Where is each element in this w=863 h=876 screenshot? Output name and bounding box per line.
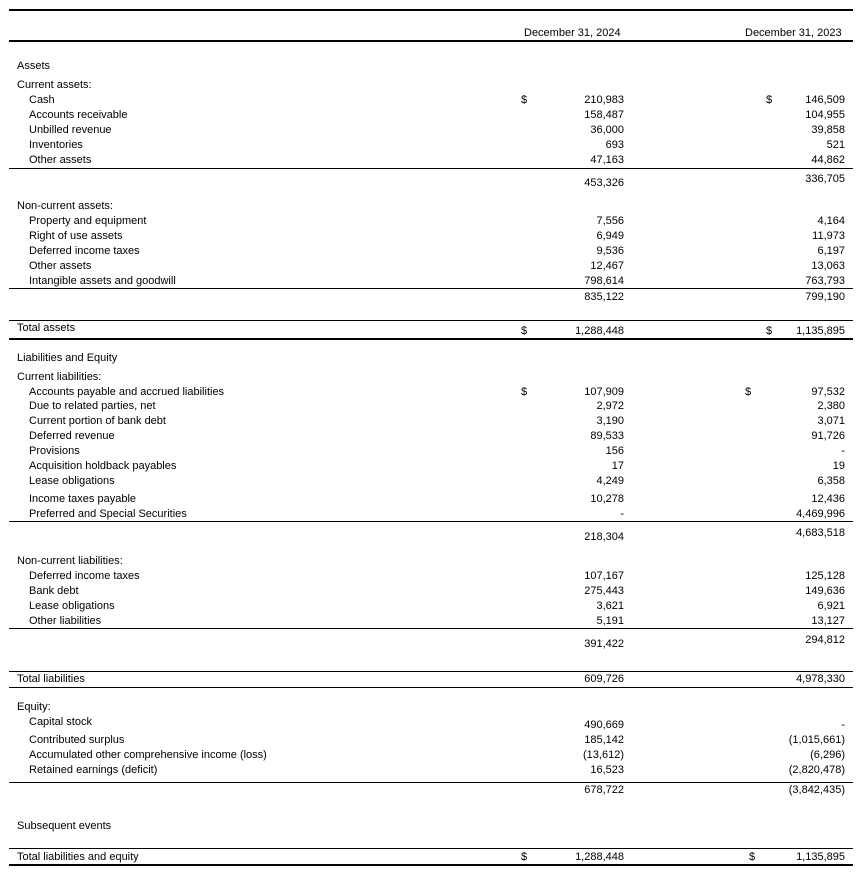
value-2023: 3,071 xyxy=(817,415,845,427)
noncurrent-assets-label: Non-current assets: xyxy=(17,200,113,212)
double-rule xyxy=(9,864,853,866)
row-label: Lease obligations xyxy=(29,600,115,612)
value-2023: 146,509 xyxy=(805,94,845,106)
value-2024: 17 xyxy=(611,460,624,472)
value-2024: 36,000 xyxy=(590,124,624,136)
value-2024: 107,167 xyxy=(584,570,624,582)
value-2024: 275,443 xyxy=(584,585,624,597)
currency-symbol: $ xyxy=(749,851,756,863)
equity-label: Equity: xyxy=(17,701,51,713)
total-liabilities-2023: 4,978,330 xyxy=(796,673,845,685)
equity-total-2024: 678,722 xyxy=(584,784,624,796)
value-2023: (2,820,478) xyxy=(788,764,845,776)
value-2023: 763,793 xyxy=(805,275,845,287)
total-liabilities-2024: 609,726 xyxy=(584,673,624,685)
value-2023: 44,862 xyxy=(811,154,845,166)
value-2024: 490,669 xyxy=(584,719,624,731)
subtotal-2023: 294,812 xyxy=(805,634,845,646)
header-2024: December 31, 2024 xyxy=(524,27,621,39)
subtotal-2023: 799,190 xyxy=(805,291,845,303)
rule xyxy=(9,848,853,849)
value-2023: 19 xyxy=(832,460,845,472)
value-2024: 3,190 xyxy=(596,415,624,427)
value-2023: (6,296) xyxy=(810,749,845,761)
row-label: Bank debt xyxy=(29,585,79,597)
row-label: Property and equipment xyxy=(29,215,147,227)
value-2024: 107,909 xyxy=(584,386,624,398)
value-2024: 5,191 xyxy=(596,615,624,627)
rule xyxy=(9,671,853,672)
value-2024: 185,142 xyxy=(584,734,624,746)
rule xyxy=(9,628,853,629)
top-rule xyxy=(9,9,853,11)
row-label: Current portion of bank debt xyxy=(29,415,166,427)
value-2024: 693 xyxy=(605,139,624,151)
current-liabilities-label: Current liabilities: xyxy=(17,371,102,383)
subtotal-2024: 835,122 xyxy=(584,291,624,303)
row-label: Lease obligations xyxy=(29,475,115,487)
assets-title: Assets xyxy=(17,60,51,72)
row-label: Capital stock xyxy=(29,716,92,728)
value-2024: 12,467 xyxy=(590,260,624,272)
subtotal-2024: 391,422 xyxy=(584,638,624,650)
value-2024: (13,612) xyxy=(583,749,624,761)
value-2023: 39,858 xyxy=(811,124,845,136)
grand-total-2024: 1,288,448 xyxy=(575,851,624,863)
row-label: Income taxes payable xyxy=(29,493,137,505)
value-2024: 158,487 xyxy=(584,109,624,121)
liabilities-title: Liabilities and Equity xyxy=(17,352,118,364)
value-2023: (1,015,661) xyxy=(788,734,845,746)
header-2023: December 31, 2023 xyxy=(745,27,842,39)
row-label: Accounts payable and accrued liabilities xyxy=(29,386,225,398)
value-2023: - xyxy=(841,719,845,731)
current-assets-label: Current assets: xyxy=(17,79,92,91)
row-label: Deferred income taxes xyxy=(29,245,140,257)
value-2023: 12,436 xyxy=(811,493,845,505)
value-2024: 47,163 xyxy=(590,154,624,166)
noncurrent-liabilities-label: Non-current liabilities: xyxy=(17,555,123,567)
value-2024: 16,523 xyxy=(590,764,624,776)
value-2024: 2,972 xyxy=(596,400,624,412)
rule xyxy=(9,320,853,321)
row-label: Right of use assets xyxy=(29,230,123,242)
value-2024: 210,983 xyxy=(584,94,624,106)
value-2023: 11,973 xyxy=(812,230,845,242)
row-label: Other assets xyxy=(29,154,92,166)
value-2024: 4,249 xyxy=(596,475,624,487)
subtotal-2023: 4,683,518 xyxy=(796,527,845,539)
value-2023: - xyxy=(841,445,845,457)
value-2023: 521 xyxy=(826,139,845,151)
value-2024: 9,536 xyxy=(596,245,624,257)
double-rule xyxy=(9,338,853,340)
value-2024: 10,278 xyxy=(590,493,624,505)
currency-symbol: $ xyxy=(521,94,528,106)
row-label: Acquisition holdback payables xyxy=(29,460,177,472)
total-assets-label: Total assets xyxy=(17,322,76,334)
value-2023: 13,127 xyxy=(811,615,845,627)
value-2023: 13,063 xyxy=(811,260,845,272)
row-label: Contributed surplus xyxy=(29,734,125,746)
total-assets-2024: 1,288,448 xyxy=(575,325,624,337)
subtotal-2024: 453,326 xyxy=(584,177,624,189)
rule xyxy=(9,288,853,289)
row-label: Deferred revenue xyxy=(29,430,115,442)
rule xyxy=(9,521,853,522)
grand-total-label: Total liabilities and equity xyxy=(17,851,139,863)
row-label: Retained earnings (deficit) xyxy=(29,764,158,776)
row-label: Cash xyxy=(29,94,55,106)
grand-total-2023: 1,135,895 xyxy=(796,851,845,863)
value-2023: 91,726 xyxy=(811,430,845,442)
value-2024: 156 xyxy=(605,445,624,457)
row-label: Unbilled revenue xyxy=(29,124,112,136)
subtotal-2024: 218,304 xyxy=(584,531,624,543)
row-label: Provisions xyxy=(29,445,80,457)
value-2023: 6,358 xyxy=(817,475,845,487)
row-label: Other liabilities xyxy=(29,615,102,627)
subtotal-2023: 336,705 xyxy=(805,173,845,185)
rule xyxy=(9,168,853,169)
currency-symbol: $ xyxy=(521,851,528,863)
total-assets-2023: 1,135,895 xyxy=(796,325,845,337)
row-label: Accumulated other comprehensive income (loss) xyxy=(29,749,267,761)
value-2023: 104,955 xyxy=(805,109,845,121)
row-label: Deferred income taxes xyxy=(29,570,140,582)
header-rule xyxy=(9,40,853,42)
subsequent-events-label: Subsequent events xyxy=(17,820,112,832)
row-label: Intangible assets and goodwill xyxy=(29,275,176,287)
value-2023: 149,636 xyxy=(805,585,845,597)
currency-symbol: $ xyxy=(766,325,773,337)
value-2023: 4,469,996 xyxy=(796,508,845,520)
value-2023: 125,128 xyxy=(805,570,845,582)
rule xyxy=(9,782,853,783)
value-2023: 97,532 xyxy=(811,386,845,398)
value-2023: 6,197 xyxy=(817,245,845,257)
value-2024: 7,556 xyxy=(596,215,624,227)
value-2024: 798,614 xyxy=(584,275,624,287)
row-label: Accounts receivable xyxy=(29,109,128,121)
value-2023: 2,380 xyxy=(817,400,845,412)
row-label: Other assets xyxy=(29,260,92,272)
value-2023: 4,164 xyxy=(817,215,845,227)
value-2024: 3,621 xyxy=(596,600,624,612)
value-2024: - xyxy=(620,508,624,520)
currency-symbol: $ xyxy=(521,386,528,398)
currency-symbol: $ xyxy=(521,325,528,337)
row-label: Preferred and Special Securities xyxy=(29,508,187,520)
row-label: Inventories xyxy=(29,139,83,151)
value-2024: 89,533 xyxy=(590,430,624,442)
row-label: Due to related parties, net xyxy=(29,400,156,412)
value-2024: 6,949 xyxy=(596,230,624,242)
rule xyxy=(9,687,853,688)
equity-total-2023: (3,842,435) xyxy=(788,784,845,796)
total-liabilities-label: Total liabilities xyxy=(17,673,85,685)
currency-symbol: $ xyxy=(745,386,752,398)
currency-symbol: $ xyxy=(766,94,773,106)
value-2023: 6,921 xyxy=(817,600,845,612)
